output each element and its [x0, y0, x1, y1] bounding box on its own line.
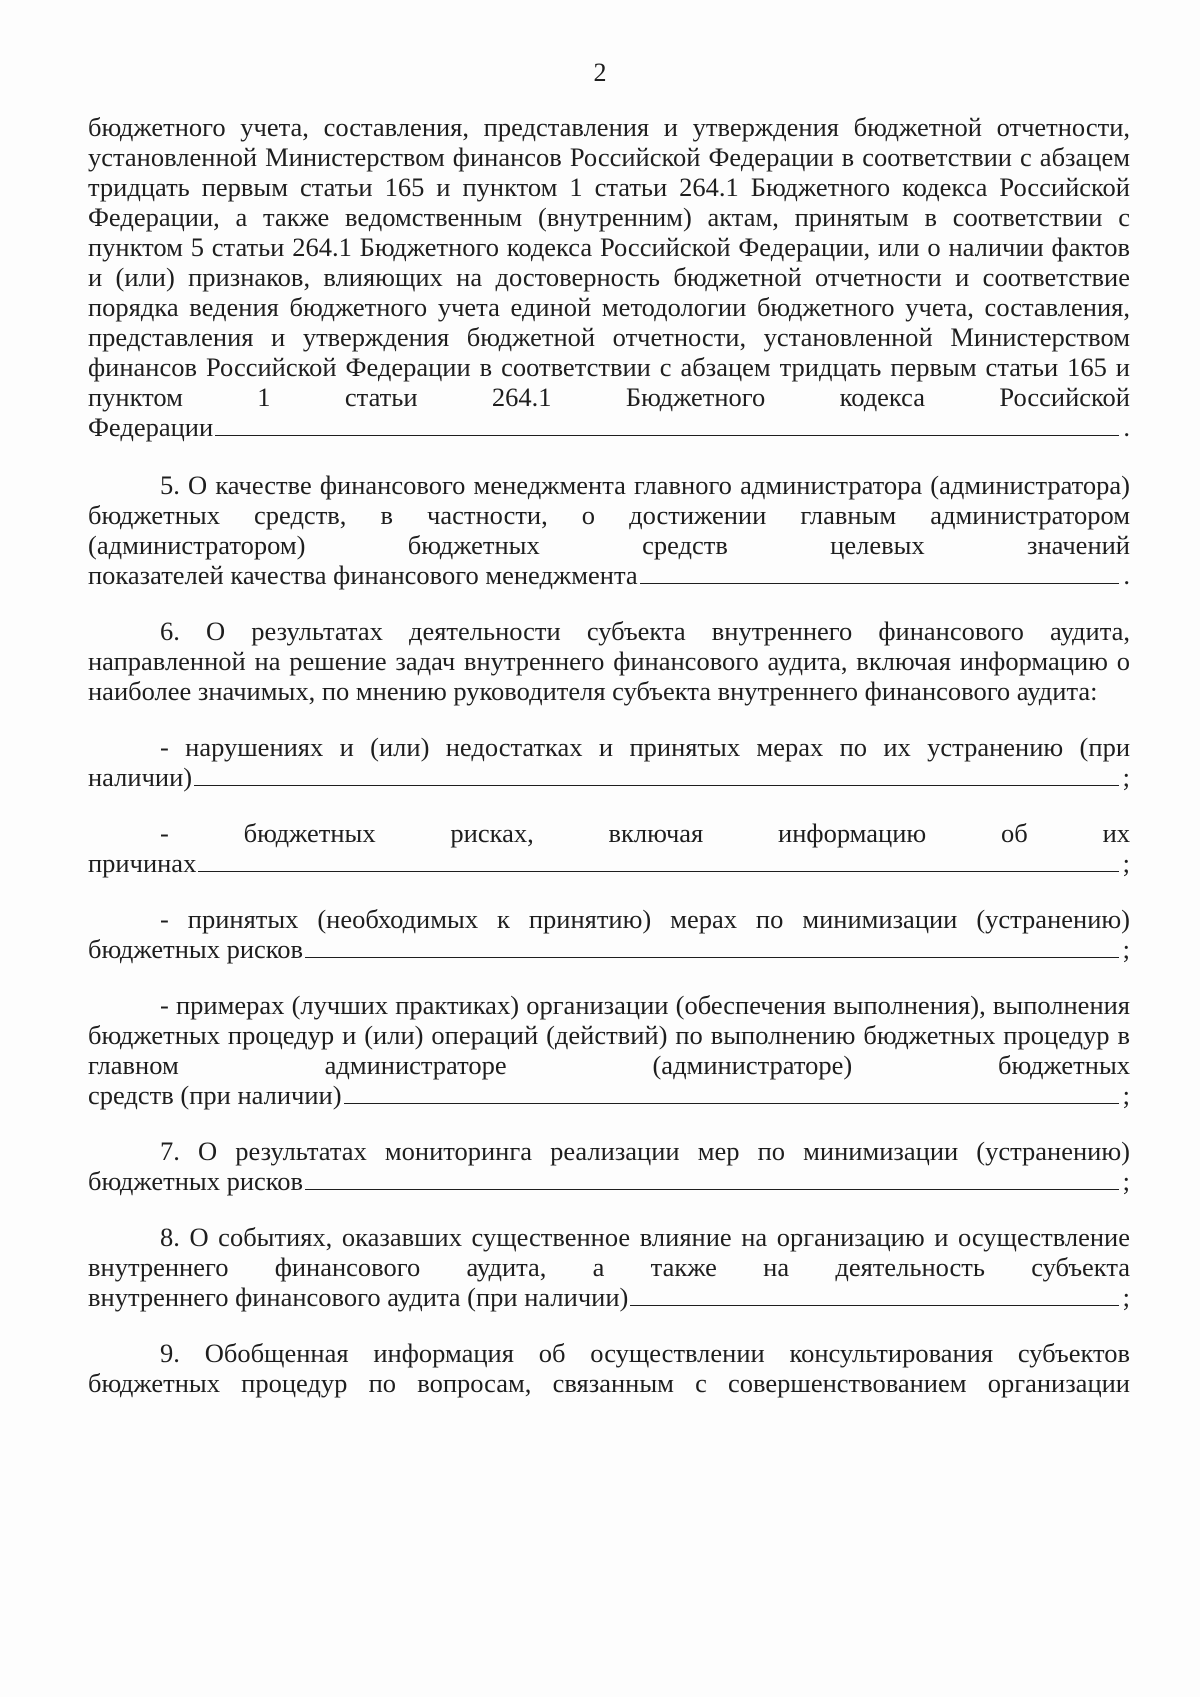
paragraph-7 [88, 1136, 1130, 1196]
fill-end-punct: . [1123, 560, 1130, 590]
document-body [88, 112, 1130, 1424]
spread-word: рисках, [450, 818, 534, 848]
fill-in-blank[interactable] [305, 1167, 1119, 1190]
fill-end-punct: ; [1122, 1080, 1130, 1110]
fill-lead-text: средств (при наличии) [88, 1080, 342, 1110]
paragraph-6d [88, 990, 1130, 1110]
fill-end-punct: ; [1122, 1166, 1130, 1196]
fill-in-blank[interactable] [305, 935, 1119, 958]
paragraph-6c-fill-line [88, 934, 1130, 964]
spread-word: - [160, 818, 169, 848]
spread-word: бюджетных [243, 818, 376, 848]
fill-lead-text: бюджетных рисков [88, 1166, 304, 1196]
spread-word: 1 [257, 382, 271, 412]
fill-lead-text: наличии) [88, 762, 193, 792]
paragraph-6b-fill-line [88, 848, 1130, 878]
spread-word: 264.1 [491, 382, 552, 412]
paragraph-5-fill-line [88, 560, 1130, 590]
paragraph-7-fill-line [88, 1166, 1130, 1196]
fill-end-punct: ; [1122, 1282, 1130, 1312]
fill-lead-text: бюджетных рисков [88, 934, 304, 964]
paragraph-6b-spread-line [88, 818, 1130, 848]
spread-word: Российской [999, 382, 1130, 412]
fill-in-blank[interactable] [640, 561, 1120, 584]
paragraph-4-text: бюджетного учета, составления, представления и утверждения бюджетной отчетности, установленной Министерством финансов Российской Федерации в соответствии с абзацем тридцать первым статьи 165 и пунктом 1 статьи 264.1 Бюджетного кодекса Российской Федерации, а также ведомственным (внутренним) актам, принятым в соответствии с пунктом 5 статьи 264.1 Бюджетного кодекса Российской Федерации, или о наличии фактов и (или) признаков, влияющих на достоверность бюджетной отчетности и соответствие порядка ведения бюджетного учета единой методологии бюджетного учета, составления, представления и утверждения бюджетной отчетности, установленной Министерством финансов Российской Федерации в соответствии с абзацем тридцать первым статьи 165 и [88, 112, 1130, 382]
paragraph-6d-text: - примерах (лучших практиках) организации (обеспечения выполнения), выполнения бюджетных процедур и (или) операций (действий) по выполнению бюджетных процедур в главном администраторе (администраторе) бюджетных [88, 990, 1130, 1080]
fill-in-blank[interactable] [194, 763, 1119, 786]
page-number: 2 [593, 58, 607, 87]
spread-word: пунктом [88, 382, 183, 412]
fill-in-blank[interactable] [198, 849, 1118, 872]
spread-word: кодекса [839, 382, 925, 412]
paragraph-6c [88, 904, 1130, 964]
paragraph-5-text: 5. О качестве финансового менеджмента главного администратора (администратора) бюджетных средств, в частности, о достижении главным администратором (администратором) бюджетных средств целевых значений [88, 470, 1130, 560]
paragraph-9: 9. Обобщенная информация об осуществлении консультирования субъектов бюджетных процедур по вопросам, связанным с совершенствованием организации [88, 1338, 1130, 1398]
fill-end-punct: ; [1122, 848, 1130, 878]
spread-word: их [1102, 818, 1130, 848]
fill-lead-text: показателей качества финансового менеджмента [88, 560, 638, 590]
fill-lead-text: внутреннего финансового аудита (при наличии) [88, 1282, 629, 1312]
paragraph-4-fill-line [88, 412, 1130, 442]
paragraph-6b [88, 818, 1130, 878]
spread-word: Бюджетного [625, 382, 766, 412]
paragraph-6c-text: - принятых (необходимых к принятию) мерах по минимизации (устранению) [160, 904, 1130, 934]
fill-lead-text: Федерации [88, 412, 214, 442]
fill-in-blank[interactable] [630, 1283, 1118, 1306]
paragraph-6d-fill-line [88, 1080, 1130, 1110]
paragraph-8 [88, 1222, 1130, 1312]
fill-end-punct: . [1123, 412, 1130, 442]
spread-word: включая [608, 818, 704, 848]
paragraph-6a [88, 732, 1130, 792]
spread-word: об [1001, 818, 1028, 848]
paragraph-7-text: 7. О результатах мониторинга реализации мер по минимизации (устранению) [160, 1136, 1130, 1166]
paragraph-5 [88, 470, 1130, 590]
fill-in-blank[interactable] [344, 1081, 1119, 1104]
fill-end-punct: ; [1122, 934, 1130, 964]
paragraph-6a-fill-line [88, 762, 1130, 792]
paragraph-4-continuation [88, 112, 1130, 442]
spread-word: информацию [778, 818, 927, 848]
spread-word: статьи [344, 382, 418, 412]
paragraph-8-fill-line [88, 1282, 1130, 1312]
fill-end-punct: ; [1122, 762, 1130, 792]
fill-in-blank[interactable] [215, 413, 1119, 436]
fill-lead-text: причинах [88, 848, 197, 878]
paragraph-6a-text: - нарушениях и (или) недостатках и принятых мерах по их устранению (при [160, 732, 1130, 762]
paragraph-6: 6. О результатах деятельности субъекта внутреннего финансового аудита, направленной на решение задач внутреннего финансового аудита, включая информацию о наиболее значимых, по мнению руководителя субъекта внутреннего финансового аудита: [88, 616, 1130, 706]
paragraph-8-text: 8. О событиях, оказавших существенное влияние на организацию и осуществление внутреннего финансового аудита, а также на деятельность субъекта [88, 1222, 1130, 1282]
paragraph-4-spread-line [88, 382, 1130, 412]
